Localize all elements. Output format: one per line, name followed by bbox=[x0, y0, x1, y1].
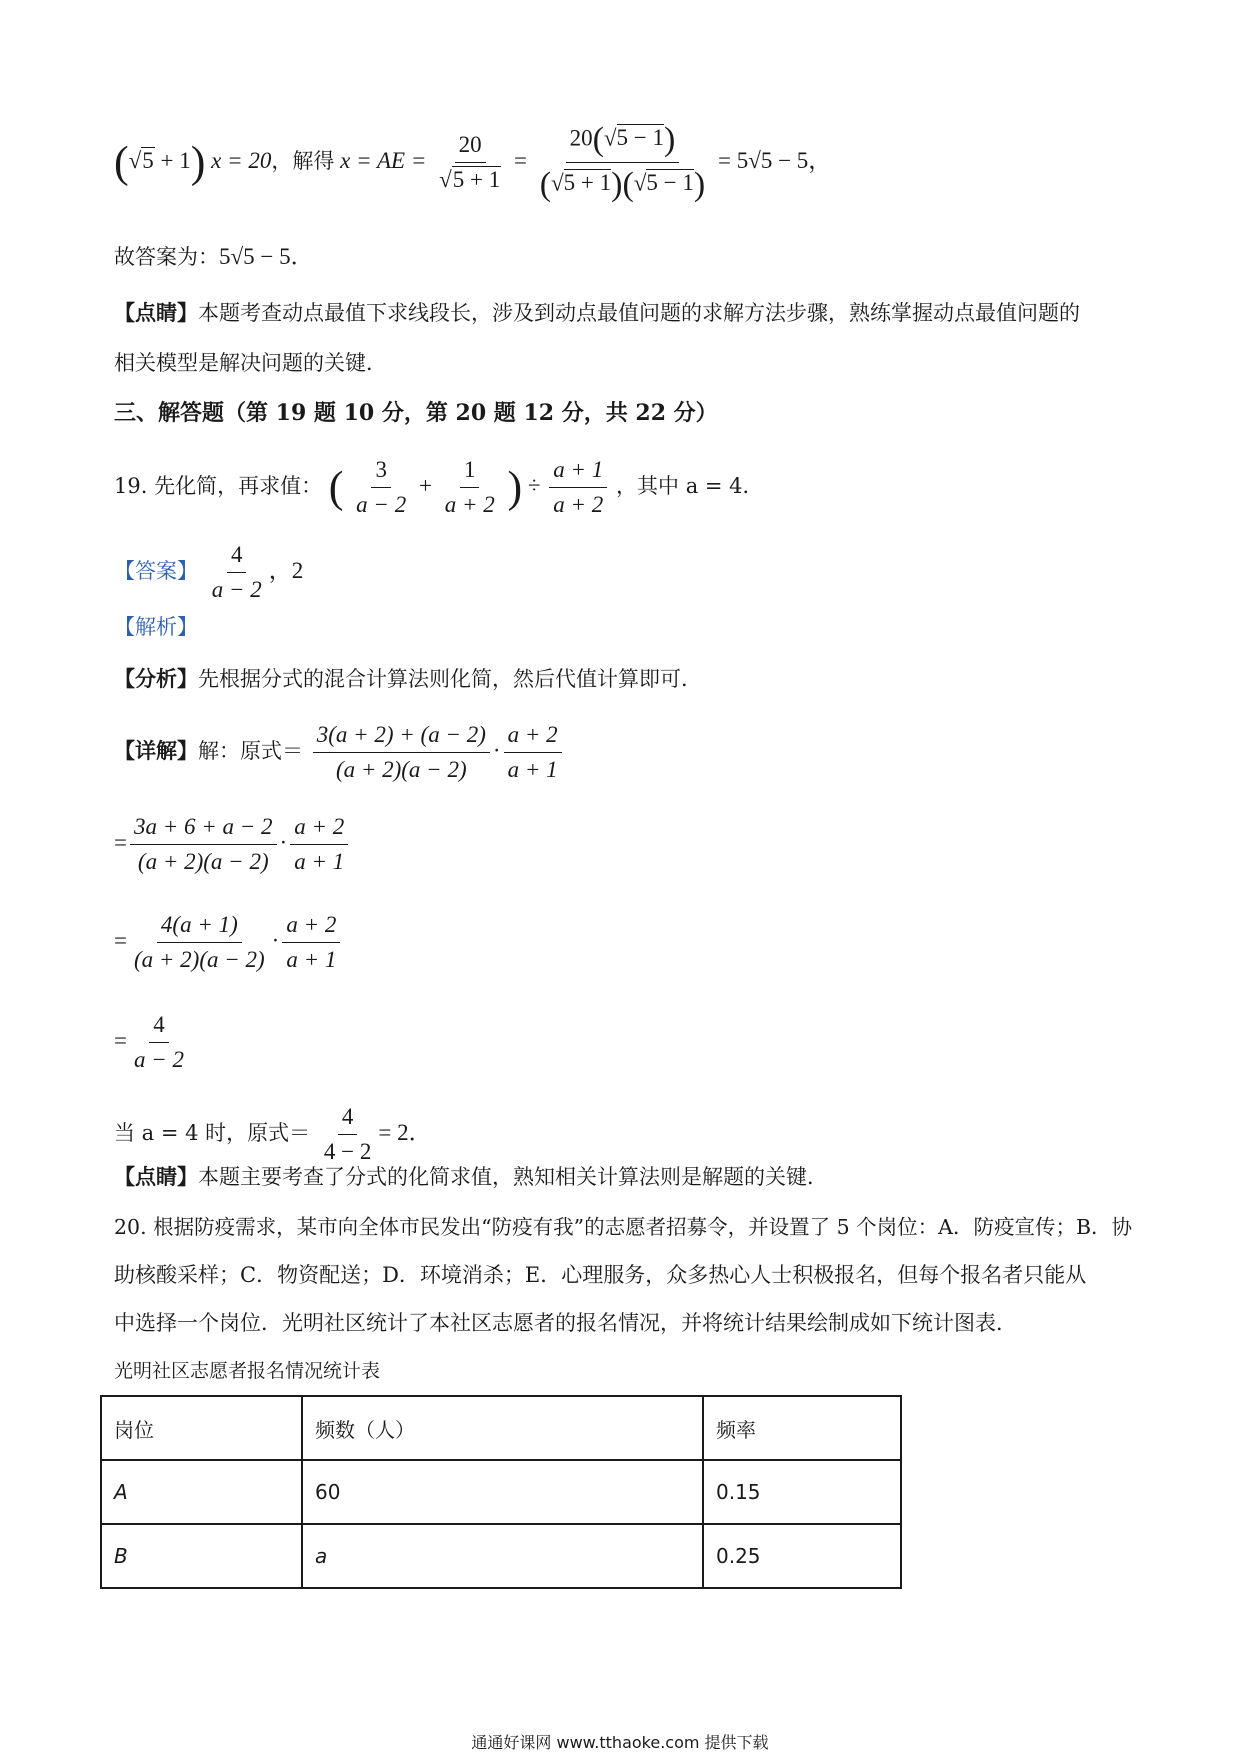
comment-18-line1: 【点睛】本题考查动点最值下求线段长，涉及到动点最值问题的求解方法步骤，熟练掌握动点最值问题的 bbox=[114, 300, 1080, 325]
equation-result: = 5√5 − 5， bbox=[717, 147, 832, 173]
table-row bbox=[101, 1524, 901, 1588]
cell-rate: 0.25 bbox=[703, 1524, 901, 1588]
fraction-rationalized: $\frac{20(√5 - 1)}{(√5 + 1)(√5 - 1)}$ bbox=[539, 121, 706, 203]
table-title: 光明社区志愿者报名情况统计表 bbox=[114, 1360, 381, 1382]
fraction-20-over-root5-plus-1: $\frac{20}{√5 + 1}$ bbox=[439, 132, 501, 192]
evaluation-line: 当 a = 4 时，原式＝ $\frac{4}{4 - 2}$ = 2． bbox=[114, 1104, 432, 1164]
solution-equation-line: (√5 + 1) x = 20，解得 x = AE = $\frac{20}{√5 + 1}$ = $\frac{20(√5 - 1)}{(√5 + 1)(√5 - 1)}$ = 5√5 − 5， bbox=[114, 121, 832, 203]
question-19: 19. 先化简，再求值： ( $\frac{3}{a - 2}$ + $\frac{1}{a + 2}$ ) ÷ $\frac{a + 1}{a + 2}$ ，其中 a = 4． bbox=[114, 455, 764, 520]
question-20-line3: 中选择一个岗位．光明社区统计了本社区志愿者的报名情况，并将统计结果绘制成如下统计图表． bbox=[114, 1311, 1017, 1335]
detail-step-3: = $\frac{4(a + 1)}{(a + 2)(a - 2)}$ · $\frac{a + 2}{a + 1}$ bbox=[114, 910, 343, 975]
cell-position: B bbox=[101, 1524, 302, 1588]
analysis-tag: 【解析】 bbox=[114, 615, 198, 639]
page-footer: 通通好课网 www.tthaoke.com 提供下载 bbox=[471, 1733, 769, 1752]
q19-fraction-1: $\frac{3}{a - 2}$ bbox=[356, 457, 407, 517]
question-20-line1: 20. 根据防疫需求，某市向全体市民发出“防疫有我”的志愿者招募令，并设置了 5 个岗位：A．防疫宣传；B．协 bbox=[114, 1215, 1133, 1239]
detail-step-1: 【详解】解：原式＝ $\frac{3(a + 2) + (a - 2)}{(a + 2)(a - 2)}$ · $\frac{a + 2}{a + 1}$ bbox=[114, 720, 565, 785]
table-row bbox=[101, 1460, 901, 1524]
answer-tag: 【答案】 bbox=[114, 559, 198, 583]
section-3-title: 三、解答题（第 19 题 10 分，第 20 题 12 分，共 22 分） bbox=[114, 400, 718, 426]
detail-step-4: = $\frac{4}{a - 2}$ bbox=[114, 1012, 185, 1072]
comment-18-line2: 相关模型是解决问题的关键． bbox=[114, 351, 387, 375]
cell-count: a bbox=[302, 1524, 703, 1588]
q19-fraction-3: $\frac{a + 1}{a + 2}$ bbox=[549, 455, 607, 520]
answer-18-prefix: 故答案为： bbox=[114, 245, 219, 269]
answer-18-line bbox=[114, 242, 314, 272]
volunteer-statistics-table bbox=[100, 1395, 902, 1589]
x-equals: x = AE = bbox=[340, 147, 427, 173]
detail-step-2: = $\frac{3a + 6 + a - 2}{(a + 2)(a - 2)}$ · $\frac{a + 2}{a + 1}$ bbox=[114, 812, 351, 877]
answer-19: 【答案】 $\frac{4}{a - 2}$ ，2 bbox=[114, 540, 303, 605]
sqrt-expression: √5 bbox=[128, 147, 154, 173]
comment-18-tag: 【点睛】 bbox=[114, 300, 198, 325]
cell-count: 60 bbox=[302, 1460, 703, 1524]
solve-label: ，解得 bbox=[271, 148, 335, 173]
question-20-line2: 助核酸采样；C．物资配送；D．环境消杀；E．心理服务，众多热心人士积极报名，但每个报名者只能从 bbox=[114, 1263, 1087, 1287]
equation-lhs: x = 20 bbox=[211, 147, 272, 173]
cell-position: A bbox=[101, 1460, 302, 1524]
question-19-prefix: 19. 先化简，再求值： bbox=[114, 473, 323, 498]
fenxi-line: 【分析】先根据分式的混合计算法则化简，然后代值计算即可． bbox=[114, 666, 702, 691]
answer-19-fraction: $\frac{4}{a - 2}$ bbox=[211, 542, 262, 602]
cell-rate: 0.15 bbox=[703, 1460, 901, 1524]
header-frequency-count: 频数（人） bbox=[302, 1396, 703, 1460]
answer-18-value: 5√5 − 5． bbox=[219, 244, 314, 269]
question-19-suffix: ，其中 a = 4． bbox=[616, 473, 764, 498]
q19-fraction-2: $\frac{1}{a + 2}$ bbox=[444, 457, 495, 517]
header-frequency-rate: 频率 bbox=[703, 1396, 901, 1460]
header-position: 岗位 bbox=[101, 1396, 302, 1460]
comment-19-line: 【点睛】本题主要考查了分式的化简求值，熟知相关计算法则是解题的关键． bbox=[114, 1164, 828, 1189]
table-header-row bbox=[101, 1396, 901, 1460]
detail-tag: 【详解】 bbox=[114, 737, 198, 763]
